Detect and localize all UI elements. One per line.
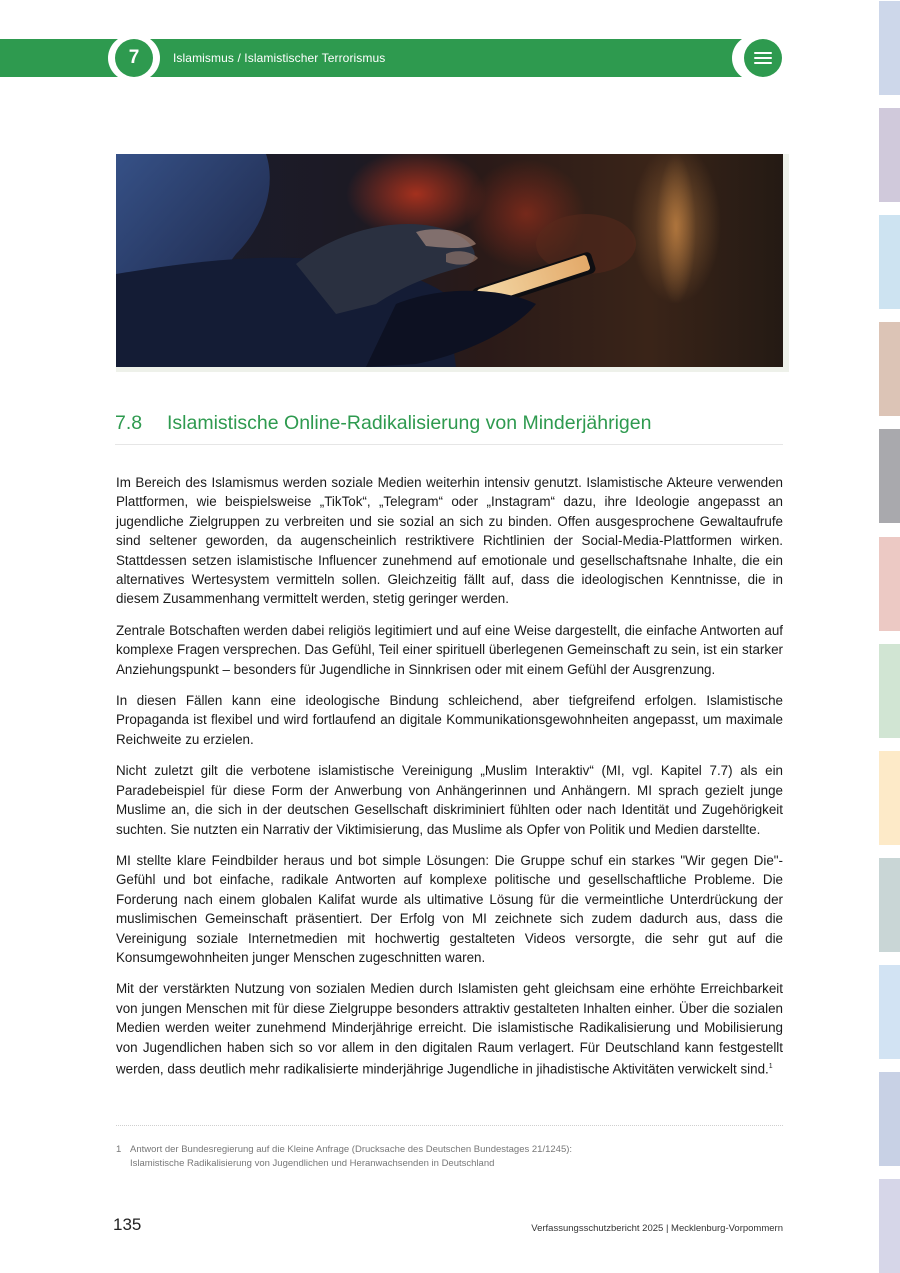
chapter-tab-1[interactable] bbox=[879, 1, 900, 95]
page-number: 135 bbox=[113, 1215, 142, 1234]
chapter-tab-2[interactable] bbox=[879, 108, 900, 202]
chapter-tab-11[interactable] bbox=[879, 1072, 900, 1166]
smartphone-photo bbox=[116, 154, 783, 367]
section-title: Islamistische Online-Radikalisierung von Minderjährigen bbox=[167, 412, 652, 434]
paragraph: MI stellte klare Feindbilder heraus und bot simple Lösungen: Die Gruppe schuf ein starkes "Wir gegen Die"-Gefühl und bot einfache, radikale Antworten auf komplexe politische und gesellschaftliche Probleme. Die Forderung nach einem globalen Kalifat wurde als ultimative Lösung für die vermeintliche Unterdrückung der muslimischen Gemeinschaft präsentiert. Der Erfolg von MI zeichnete sich zudem dadurch aus, dass die Vereinigung soziale Internetmedien mit hochwertig gestalteten Videos versorgte, die sehr gut auf die Konsumgewohnheiten junger Menschen zugeschnitten waren. bbox=[116, 852, 783, 965]
chapter-tab-12[interactable] bbox=[879, 1179, 900, 1273]
paragraph: In diesen Fällen kann eine ideologische Bindung schleichend, aber tiefgreifend erfolgen. Islamistische Propaganda ist flexibel und wird fortlaufend an digitale Kommunikationsgewohnheiten angepasst, um maximale Reichweite zu erzielen. bbox=[116, 693, 783, 747]
hamburger-icon bbox=[754, 62, 772, 64]
chapter-tab-4[interactable] bbox=[879, 322, 900, 416]
section-heading bbox=[115, 410, 783, 445]
footnote-reference[interactable]: 1 bbox=[768, 1062, 773, 1070]
hamburger-icon bbox=[754, 52, 772, 54]
chapter-tab-3[interactable] bbox=[879, 215, 900, 309]
body-text bbox=[116, 473, 783, 1091]
footnote-text bbox=[130, 1143, 572, 1171]
paragraph: Zentrale Botschaften werden dabei religiös legitimiert und auf eine Weise dargestellt, die einfache Antworten auf komplexe Fragen versprechen. Das Gefühl, Teil einer spirituell überlegenen Gemeinschaft zu sein, ist ein starker Anziehungspunkt – besonders für Jugendliche in Sinnkrisen oder mit einem Gefühl der Ausgrenzung. bbox=[116, 622, 783, 677]
section-number: 7.8 bbox=[115, 412, 143, 434]
footnote-number: 1 bbox=[116, 1144, 122, 1155]
chapter-tab-10[interactable] bbox=[879, 965, 900, 1059]
paragraph: Nicht zuletzt gilt die verbotene islamistische Vereinigung „Muslim Interaktiv“ (MI, vgl. Kapitel 7.7) als ein Paradebeispiel für diese Form der Anwerbung von Anhängerinnen und Anhängern. MI sprach gezielt junge Muslime an, die sich in der deutschen Gesellschaft diskriminiert fühlten oder nach Identität und Zugehörigkeit suchten. Sie nutzten ein Narrativ der Viktimisierung, das Muslime als Opfer von Politik und Medien darstellte. bbox=[116, 763, 783, 837]
chapter-title: Islamismus / Islamistischer Terrorismus bbox=[173, 51, 386, 65]
footnote-divider bbox=[116, 1125, 783, 1126]
chapter-tab-5[interactable] bbox=[879, 429, 900, 523]
hamburger-icon bbox=[754, 57, 772, 59]
chapter-number[interactable]: 7 bbox=[115, 39, 153, 77]
footnote-line: Antwort der Bundesregierung auf die Kleine Anfrage (Drucksache des Deutschen Bundestages 21/1245): bbox=[130, 1144, 573, 1155]
chapter-tab-8[interactable] bbox=[879, 751, 900, 845]
chapter-tab-6[interactable] bbox=[879, 537, 900, 631]
menu-button[interactable] bbox=[744, 39, 782, 77]
chapter-tab-9[interactable] bbox=[879, 858, 900, 952]
publication-title: Verfassungsschutzbericht 2025 | Mecklenburg-Vorpommern bbox=[531, 1223, 783, 1234]
footnote-line: Islamistische Radikalisierung von Jugendlichen und Heranwachsenden in Deutschland bbox=[130, 1158, 495, 1169]
paragraph-text: Mit der verstärkten Nutzung von sozialen Medien durch Islamisten geht gleichsam eine erhöhte Erreichbarkeit von jungen Menschen mit für diese Zielgruppe besonders attraktiv gestalteten Inhalten einher. Über die sozialen Medien werden weiter zunehmend Minderjährige erreicht. Die islamistische Radikalisierung und Mobilisierung von Jugendlichen haben sich so vor allem in den digitalen Raum verlagert. Für Deutschland kann festgestellt werden, dass deutlich mehr radikalisierte minderjährige Jugendliche in jihadistische Aktivitäten verwickelt sind. bbox=[116, 981, 783, 1077]
paragraph-last bbox=[116, 979, 783, 1079]
paragraph: Im Bereich des Islamismus werden soziale Medien weiterhin intensiv genutzt. Islamistische Akteure verwenden Plattformen, wie beispielsweise „TikTok“, „Telegram“ oder „Instagram“ dazu, ihre Ideologie angepasst an jugendliche Zielgruppen zu verbreiten und sie sozial an sich zu binden. Offen ausgesprochene Gewaltaufrufe sind seltener geworden, da augenscheinlich restriktivere Richtlinien der Social-Media-Plattformen wirken. Stattdessen setzen islamistische Influencer zunehmend auf emotionale und gesellschaftsnahe Inhalte, die ein alternatives Wertesystem vermitteln sollen. Gleichzeitig fällt auf, dass die ideologischen Kenntnisse, die in diesem Zusammenhang vermittelt werden, stetig geringer werden. bbox=[116, 475, 783, 607]
chapter-tab-7[interactable] bbox=[879, 644, 900, 738]
